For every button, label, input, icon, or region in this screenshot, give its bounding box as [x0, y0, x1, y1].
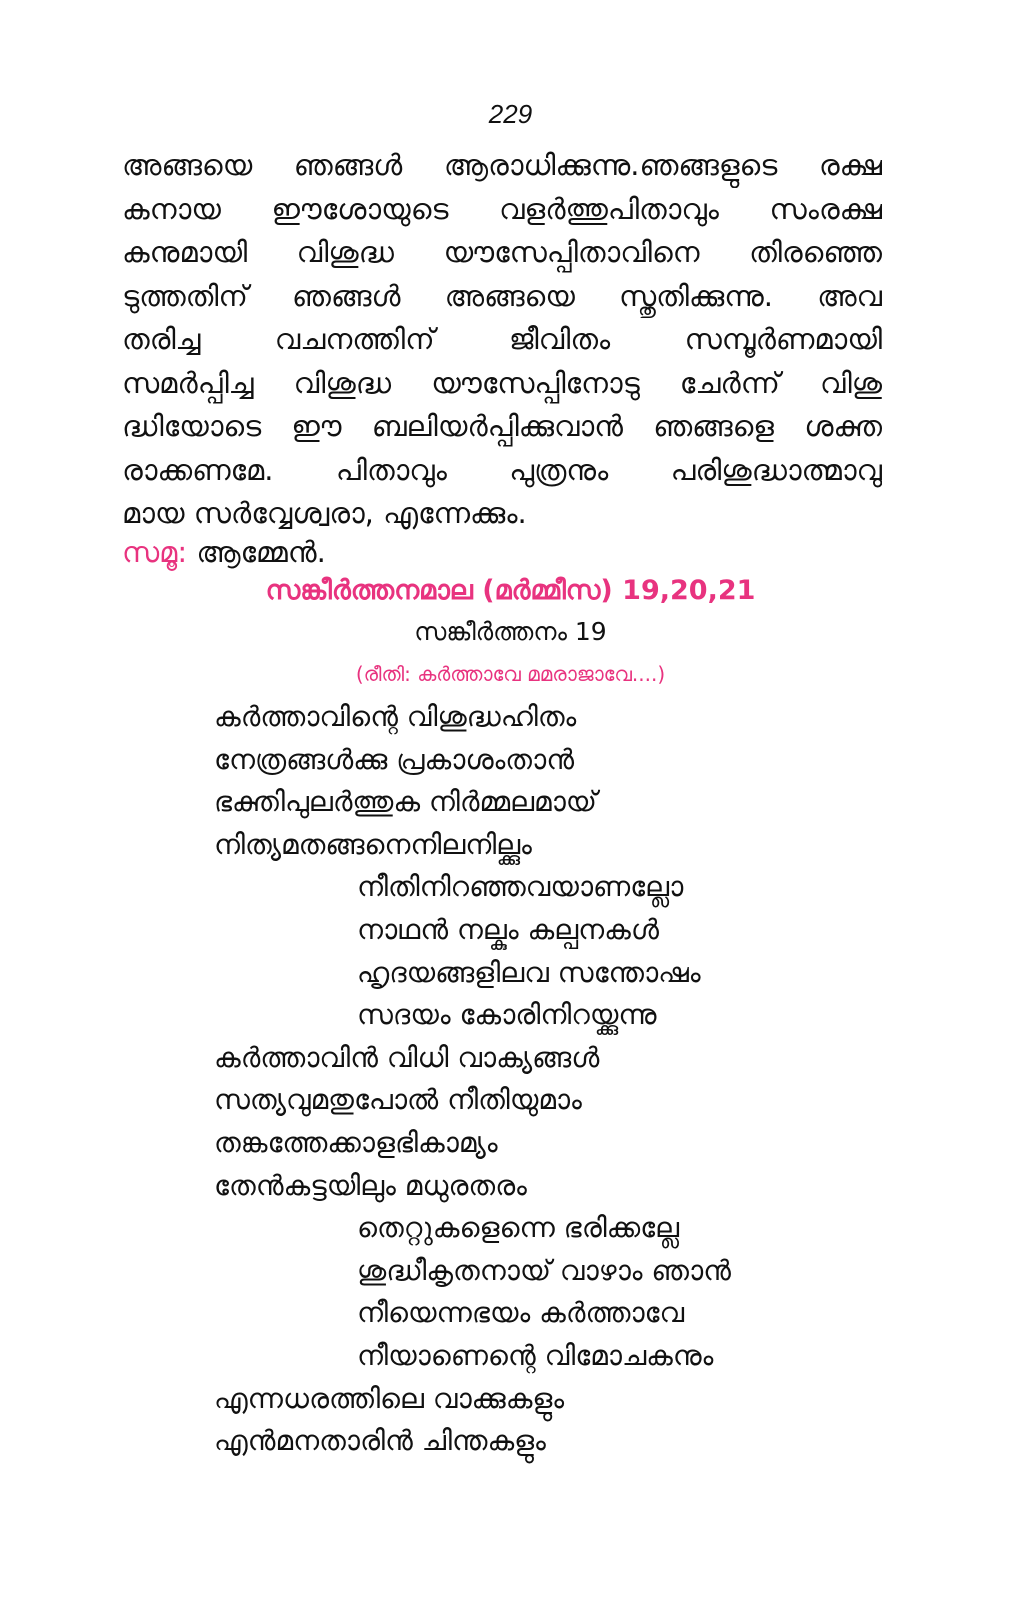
verse-line-indented: സദയം കോരിനിറയ്ക്കുന്നു: [357, 998, 657, 1032]
hymn-verse: [0, 696, 1021, 1463]
verse-line: തങ്കത്തേക്കാളഭികാമ്യം: [214, 1125, 498, 1159]
prose-line: കനായ ഈശോയുടെ വളർത്തുപിതാവും സംരക്ഷ: [122, 191, 882, 226]
verse-line: നിത്യമതങ്ങനെനിലനില്ക്കും: [214, 827, 532, 861]
verse-line: കർത്താവിന്റെ വിശുദ്ധഹിതം: [214, 700, 577, 733]
prose-line: തരിച്ച വചനത്തിന് ജീവിതം സമ്പൂർണമായി: [122, 322, 882, 356]
prose-line: അങ്ങയെ ഞങ്ങൾ ആരാധിക്കുന്നു.ഞങ്ങളുടെ രക്ഷ: [122, 148, 882, 182]
verse-line-indented: തെറ്റുകളെന്നെ ഭരിക്കല്ലേ: [357, 1211, 680, 1245]
verse-line: എൻമനതാരിൻ ചിന്തകളും: [214, 1424, 546, 1458]
hymn-tune: (രീതി: കർത്താവേ മമരാജാവേ....): [355, 662, 666, 686]
verse-line: തേൻകട്ടയിലും മധുരതരം: [214, 1168, 527, 1202]
verse-line: കർത്താവിൻ വിധി വാക്യങ്ങൾ: [214, 1040, 600, 1074]
hymn-subtitle: സങ്കീർത്തനം 19: [414, 617, 607, 646]
verse-line-indented: നീതിനിറഞ്ഞവയാണല്ലോ: [357, 870, 684, 904]
prose-line: കനുമായി വിശുദ്ധ യൗസേപ്പിതാവിനെ തിരഞ്ഞെ: [122, 235, 882, 269]
verse-line-indented: ശുദ്ധീകൃതനായ് വാഴാം ഞാൻ: [357, 1253, 731, 1287]
congregation-response: [122, 532, 326, 572]
response-speaker-label: സമൂ:: [122, 535, 188, 569]
prayer-paragraph: [122, 144, 882, 536]
page-number: 229: [488, 99, 533, 129]
prose-line: ടുത്തതിന് ഞങ്ങൾ അങ്ങയെ സ്തുതിക്കുന്നു. അവ: [122, 278, 882, 313]
verse-line-indented: നീയാണെന്റെ വിമോചകനും: [357, 1338, 714, 1372]
verse-line: സത്യവുമതുപോൽ നീതിയുമാം: [214, 1083, 582, 1117]
prose-line: രാക്കണമേ. പിതാവും പുത്രനും പരിശുദ്ധാത്മാവു: [122, 452, 882, 487]
verse-line-indented: ഹൃദയങ്ങളിലവ സന്തോഷം: [357, 955, 701, 989]
response-text: ആമ്മേൻ.: [196, 535, 326, 569]
verse-line: നേത്രങ്ങൾക്കു പ്രകാശംതാൻ: [214, 742, 575, 776]
prose-line: ദ്ധിയോടെ ഈ ബലിയർപ്പിക്കുവാൻ ഞങ്ങളെ ശക്ത: [122, 409, 882, 443]
prose-line: മായ സർവ്വേശ്വരാ, എന്നേക്കും.: [122, 496, 527, 530]
verse-line: ഭക്തിപുലർത്തുക നിർമ്മലമായ്: [214, 785, 597, 819]
prose-line: സമർപ്പിച്ച വിശുദ്ധ യൗസേപ്പിനോടു ചേർന്ന് വിശു: [122, 365, 882, 400]
hymn-heading: സങ്കീർത്തനമാല (മർമ്മീസ) 19,20,21: [265, 575, 756, 606]
verse-line: എന്നധരത്തിലെ വാക്കുകളും: [214, 1381, 565, 1415]
verse-line-indented: നീയെന്നഭയം കർത്താവേ: [357, 1296, 685, 1330]
verse-line-indented: നാഥൻ നല്കും കല്പനകൾ: [357, 912, 659, 946]
